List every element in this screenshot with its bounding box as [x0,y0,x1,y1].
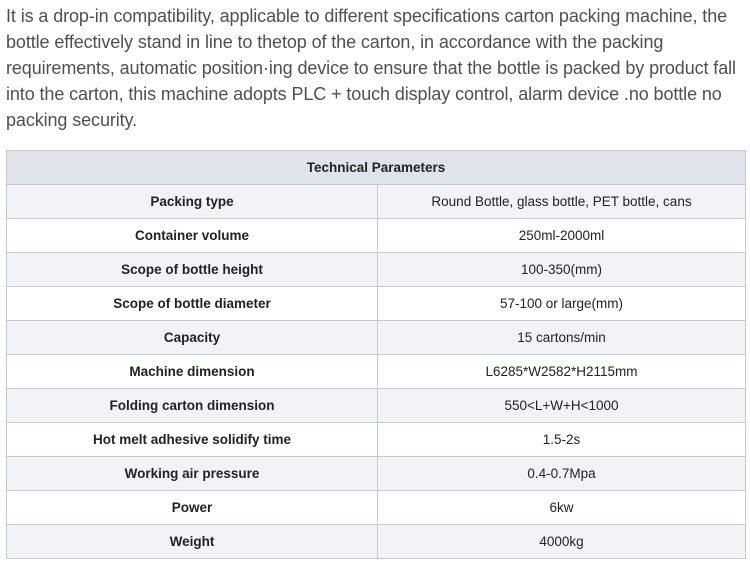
table-header-row [7,151,746,185]
parameter-value: 1.5-2s [378,423,746,457]
parameter-value: 6kw [378,491,746,525]
intro-paragraph: It is a drop-in compatibility, applicable to different specifications carton packing machine, the bottle effectively stand in line to thetop of the carton, in accordance with the packing requirements, automatic position·ing device to ensure that the bottle is packed by product fall into the carton, this machine adopts PLC + touch display control, alarm device .no bottle no packing security. [6,6,736,130]
table-row [7,491,746,525]
parameter-label: Folding carton dimension [7,389,378,423]
parameter-value: 100-350(mm) [378,253,746,287]
parameter-value: 550<L+W+H<1000 [378,389,746,423]
table-title: Technical Parameters [7,151,746,185]
table-row [7,287,746,321]
parameter-label: Working air pressure [7,457,378,491]
parameter-label: Container volume [7,219,378,253]
table-row [7,525,746,559]
parameter-value: 15 cartons/min [378,321,746,355]
table-row [7,321,746,355]
table-row [7,423,746,457]
parameter-value: Round Bottle, glass bottle, PET bottle, cans [378,185,746,219]
table-row [7,253,746,287]
parameter-label: Power [7,491,378,525]
table-row [7,219,746,253]
table-row [7,457,746,491]
parameter-label: Capacity [7,321,378,355]
parameter-label: Scope of bottle diameter [7,287,378,321]
parameter-value: 57-100 or large(mm) [378,287,746,321]
parameter-value: 250ml-2000ml [378,219,746,253]
parameter-value: 0.4-0.7Mpa [378,457,746,491]
parameter-label: Scope of bottle height [7,253,378,287]
parameter-label: Machine dimension [7,355,378,389]
table-row [7,355,746,389]
parameter-label: Packing type [7,185,378,219]
table-row [7,185,746,219]
parameter-label: Hot melt adhesive solidify time [7,423,378,457]
parameter-label: Weight [7,525,378,559]
technical-parameters-table [6,150,746,559]
table-row [7,389,746,423]
parameter-value: 4000kg [378,525,746,559]
parameter-value: L6285*W2582*H2115mm [378,355,746,389]
